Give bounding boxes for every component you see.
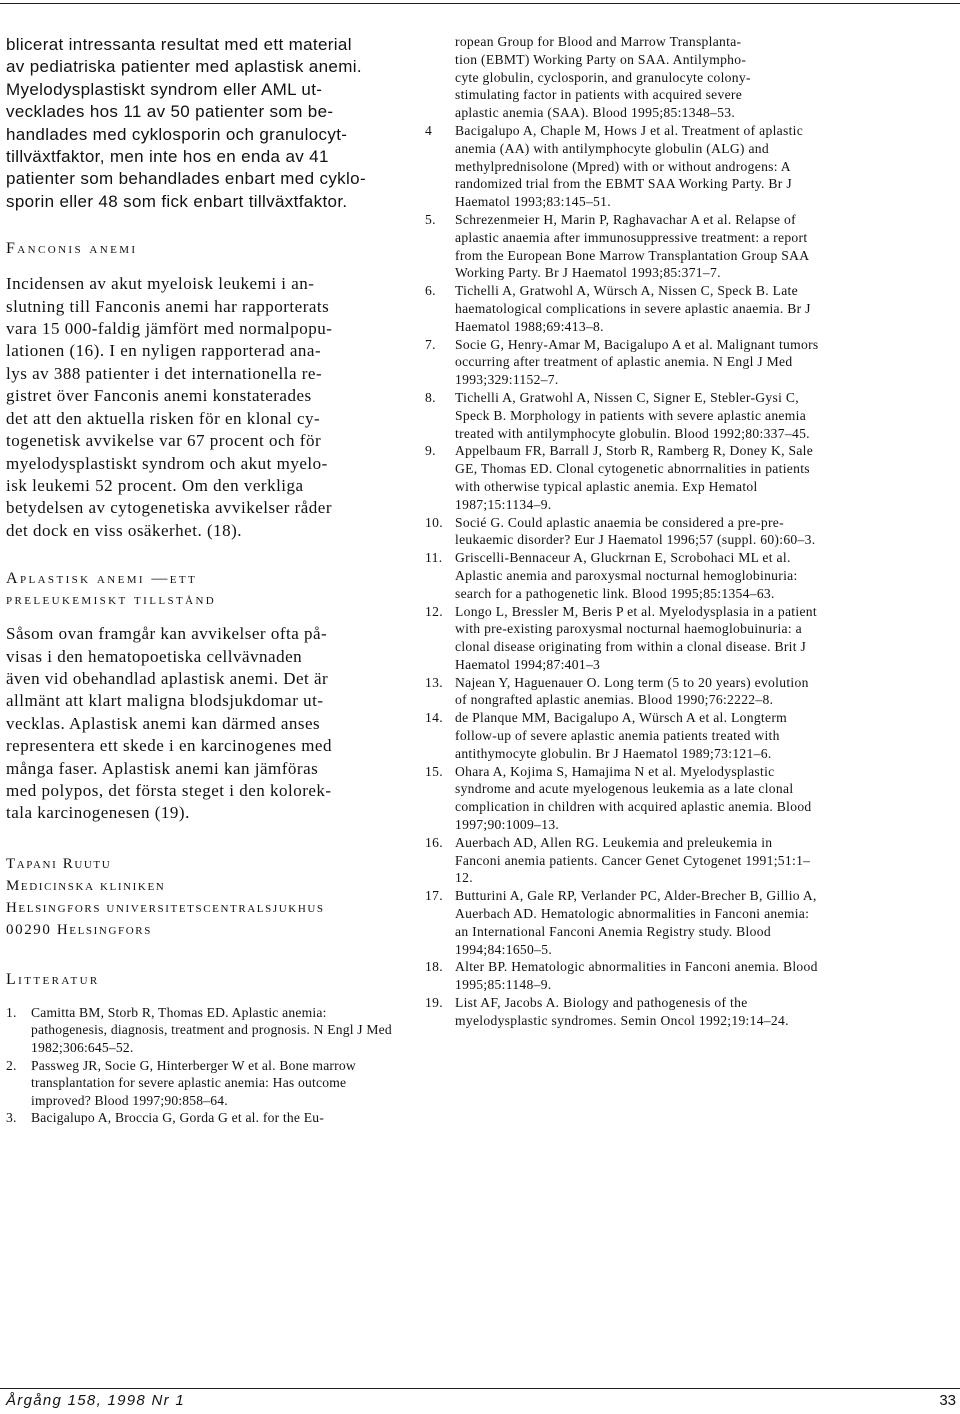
reference-item (6, 1057, 396, 1110)
aplastisk-paragraph (6, 623, 396, 825)
bottom-rule (0, 1388, 960, 1389)
text-line: av pediatriska patienter med aplastisk anemi. (6, 57, 362, 77)
text-line: cyte globulin, cyclosporin, and granulocyte colony- (455, 69, 751, 85)
section-heading-fanconi: Fanconis anemi (6, 240, 138, 258)
text-line: med polypos, det första steget i den kolorek- (6, 780, 332, 800)
text-line: även vid obehandlad aplastisk anemi. Det är (6, 668, 329, 688)
reference-item (425, 282, 820, 335)
reference-number: 5. (425, 211, 436, 227)
reference-item (425, 549, 820, 602)
text-line: lys av 388 patienter i det internationella re- (6, 363, 323, 383)
reference-item (425, 763, 820, 834)
text-line: lationen (16). I en nyligen rapporterad ana- (6, 341, 322, 361)
text-line: vecklas. Aplastisk anemi kan därmed anses (6, 713, 321, 733)
text-line: visas i den hematopoetiska cellvävnaden (6, 646, 303, 666)
reference-list-left (6, 1004, 396, 1127)
reference-number: 1. (6, 1004, 17, 1020)
left-column (6, 34, 396, 1127)
reference-list-right (425, 122, 820, 1030)
reference-number: 15. (425, 763, 443, 779)
reference-item (6, 1109, 396, 1127)
text-line: slutning till Fanconis anemi har rapporterats (6, 296, 330, 316)
text-line: handlades med cyklosporin och granulocyt- (6, 124, 348, 144)
author-name: Tapani Ruutu (6, 855, 112, 872)
text-line: det att den aktuella risken för en klonal cy- (6, 408, 321, 428)
reference-item (425, 887, 820, 958)
intro-paragraph (6, 34, 396, 213)
reference-text: Appelbaum FR, Barrall J, Storb R, Ramberg R, Doney K, Sale GE, Thomas ED. Clonal cytogenetic abnorrnalities in patients with otherwise typical aplastic anemia. Exp Hematol 1987;15:1134–9. (455, 443, 814, 512)
reference-text: Najean Y, Haguenauer O. Long term (5 to 20 years) evolution of nongrafted aplastic anemias. Blood 1990;76:2222–8. (455, 674, 809, 708)
reference-item (425, 709, 820, 762)
text-line: ropean Group for Blood and Marrow Transplanta- (455, 34, 742, 49)
reference-number: 19. (425, 995, 443, 1011)
reference-number: 9. (425, 443, 436, 459)
reference-number: 17. (425, 888, 443, 904)
text-line: Såsom ovan framgår kan avvikelser ofta på- (6, 624, 328, 644)
reference-number: 11. (425, 550, 443, 566)
text-line: tillväxtfaktor, men inte hos en enda av 41 (6, 147, 329, 167)
text-line: vara 15 000-faldig jämfört med normalpopu- (6, 319, 333, 339)
reference-number: 6. (425, 283, 436, 299)
reference-text: Tichelli A, Gratwohl A, Nissen C, Signer E, Stebler-Gysi C, Speck B. Morphology in patients with severe aplastic anemia treated with antilymphocyte globulin. Blood 1992;80:337–45. (455, 389, 810, 441)
reference-text: de Planque MM, Bacigalupo A, Würsch A et al. Longterm follow-up of severe aplastic anemia patients treated with antithymocyte globulin. Br J Haematol 1989;73:121–6. (455, 710, 788, 761)
reference-text: Auerbach AD, Allen RG. Leukemia and preleukemia in Fanconi anemia patients. Cancer Genet Cytogenet 1991;51:1–12. (455, 834, 811, 886)
text-line: tala karcinogenesen (19). (6, 803, 190, 823)
reference-text: Longo L, Bressler M, Beris P et al. Myelodysplasia in a patient with pre-existing paroxysmal nocturnal haemoglobuinuria: a clonal disease originating from within a clonal disease. Brit J Haematol 1994;87:401–3 (455, 603, 817, 672)
reference-text: Camitta BM, Storb R, Thomas ED. Aplastic anemia: pathogenesis, diagnosis, treatment and prognosis. N Engl J Med 1982;306:645–52. (31, 1004, 392, 1055)
text-line: togenetisk avvikelse var 67 procent och för (6, 431, 322, 451)
reference-text: Schrezenmeier H, Marin P, Raghavachar A et al. Relapse of aplastic anaemia after immunosuppressive treatment: a report from the European Bone Marrow Transplantation Group SAA Working Party. Br J Haematol 1993;85:371–7. (455, 211, 809, 281)
text-line: aplastic anemia (SAA). Blood 1995;85:1348–53. (455, 105, 736, 121)
reference-text: Socié G. Could aplastic anaemia be considered a pre-pre-leukaemic disorder? Eur J Haematol 1996;57 (suppl. 60):60–3. (455, 514, 816, 548)
right-column (425, 33, 820, 1030)
reference-number: 7. (425, 336, 436, 352)
reference-text: Socie G, Henry-Amar M, Bacigalupo A et al. Malignant tumors occurring after treatment of aplastic anemia. N Engl J Med 1993;329:1152–7. (455, 336, 819, 388)
text-line: vecklades hos 11 av 50 patienter som be- (6, 102, 334, 122)
text-line: gistret över Fanconis anemi konstaterades (6, 386, 312, 406)
text-line: patienter som behandlades enbart med cyklo- (6, 169, 366, 189)
references-heading: Litteratur (6, 970, 100, 988)
heading-line: preleukemiskt tillstånd (6, 591, 217, 609)
reference-text: List AF, Jacobs A. Biology and pathogenesis of the myelodysplastic syndromes. Semin Oncol 1992;19:14–24. (455, 995, 789, 1028)
reference-continuation (425, 33, 820, 122)
reference-text: Bacigalupo A, Chaple M, Hows J et al. Treatment of aplastic anemia (AA) with antilymphocyte globulin (ALG) and methylprednisolone (Mpred) with or without androgens: A randomized trial from the EBMT SAA Working Party. Br J Haematol 1993;83:145–51. (455, 122, 804, 210)
reference-number: 14. (425, 710, 443, 726)
reference-text: Griscelli-Bennaceur A, Gluckrnan E, Scrobohaci ML et al. Aplastic anemia and paroxysmal nocturnal hemoglobinuria: search for a pathogenetic link. Blood 1995;85:1354–63. (455, 550, 798, 601)
section-heading-aplastisk (6, 568, 396, 610)
text-line: många faser. Aplastisk anemi kan jämföras (6, 758, 319, 778)
text-line: blicerat intressanta resultat med ett material (6, 35, 352, 54)
reference-item (6, 1004, 396, 1057)
reference-item (425, 122, 820, 211)
reference-number: 12. (425, 603, 443, 619)
reference-number: 16. (425, 834, 443, 850)
heading-line: Aplastisk anemi —ett (6, 570, 198, 588)
reference-text: Tichelli A, Gratwohl A, Würsch A, Nissen C, Speck B. Late haematological complications in severe aplastic anaemia. Br J Haematol 1988;69:413–8. (455, 283, 811, 334)
reference-item (425, 514, 820, 550)
author-postal: 00290 Helsingfors (6, 921, 152, 938)
reference-number: 4 (425, 122, 433, 138)
author-byline (6, 853, 396, 941)
reference-number: 8. (425, 389, 436, 405)
page-number: 33 (939, 1392, 956, 1409)
text-line: Incidensen av akut myeloisk leukemi i an- (6, 274, 315, 294)
reference-item (425, 211, 820, 282)
reference-item (425, 336, 820, 389)
reference-number: 10. (425, 514, 443, 530)
reference-item (425, 994, 820, 1030)
reference-text: Butturini A, Gale RP, Verlander PC, Alder-Brecher B, Gillio A, Auerbach AD. Hematologic abnormalities in Fanconi anemia: an International Fanconi Anemia Registry study. Blood 1994;84:1650–5. (455, 888, 817, 957)
text-line: betydelsen av cytogenetiska avvikelser råder (6, 498, 332, 518)
text-line: Myelodysplastiskt syndrom eller AML ut- (6, 79, 323, 99)
reference-item (425, 834, 820, 887)
reference-number: 3. (6, 1110, 17, 1126)
reference-item (425, 674, 820, 710)
reference-text: Alter BP. Hematologic abnormalities in Fanconi anemia. Blood 1995;85:1148–9. (455, 959, 818, 993)
reference-number: 13. (425, 674, 443, 690)
text-line: det dock en viss osäkerhet. (18). (6, 520, 243, 540)
text-line: representera ett skede i en karcinogenes med (6, 736, 332, 756)
reference-item (425, 958, 820, 994)
reference-number: 18. (425, 959, 443, 975)
reference-item (425, 603, 820, 674)
text-line: stimulating factor in patients with acquired severe (455, 87, 743, 103)
reference-text: Bacigalupo A, Broccia G, Gorda G et al. for the Eu- (31, 1110, 324, 1126)
reference-text: Passweg JR, Socie G, Hinterberger W et al. Bone marrow transplantation for severe aplastic anemia: Has outcome improved? Blood 1997;90:858–64. (31, 1057, 356, 1108)
fanconi-paragraph (6, 273, 396, 542)
author-clinic: Medicinska kliniken (6, 877, 166, 894)
reference-item (425, 442, 820, 513)
reference-number: 2. (6, 1057, 17, 1073)
text-line: myelodysplastiskt syndrom och akut myelo- (6, 453, 328, 473)
reference-item (425, 389, 820, 442)
author-hospital: Helsingfors universitetscentralsjukhus (6, 899, 325, 916)
reference-text: Ohara A, Kojima S, Hamajima N et al. Myelodysplastic syndrome and acute myelogenous leukemia as a late clonal complication in children with acquired aplastic anemia. Blood 1997;90:1009–13. (455, 763, 812, 833)
text-line: isk leukemi 52 procent. Om den verkliga (6, 475, 304, 495)
footer-issue: Årgång 158, 1998 Nr 1 (6, 1392, 186, 1409)
top-rule (0, 3, 960, 4)
text-line: sporin eller 48 som fick enbart tillväxtfaktor. (6, 191, 348, 211)
text-line: tion (EBMT) Working Party on SAA. Antilympho- (455, 51, 747, 67)
text-line: allmänt att klart maligna blodsjukdomar ut- (6, 691, 324, 711)
